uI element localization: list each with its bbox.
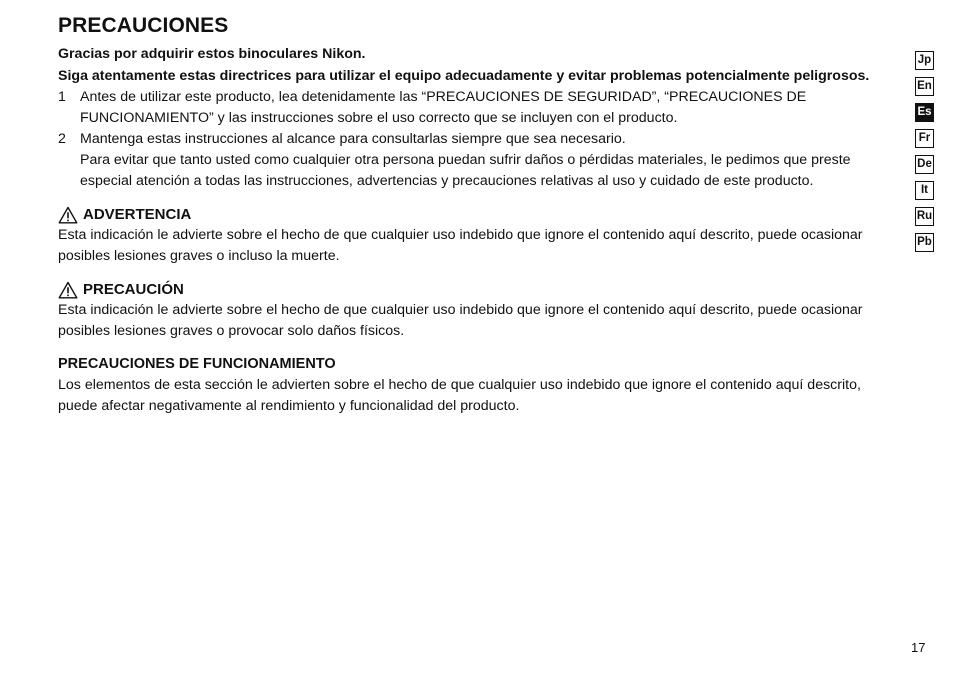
- language-tab-en[interactable]: En: [915, 77, 934, 96]
- item-text: Antes de utilizar este producto, lea detenidamente las “PRECAUCIONES DE SEGURIDAD”, “PRECAUCIONES DE FUNCIONAMIENTO” y las instrucciones sobre el uso correcto que se incluyen con el producto.: [80, 89, 807, 126]
- page-title: PRECAUCIONES: [58, 14, 229, 37]
- language-tab-jp[interactable]: Jp: [915, 51, 934, 70]
- language-tab-pb[interactable]: Pb: [915, 233, 934, 252]
- caution-heading: [58, 279, 903, 300]
- operation-body: Los elementos de esta sección le advierten sobre el hecho de que cualquier uso indebido que ignore el contenido aquí descrito, puede afectar negativamente al rendimiento y funcionalidad del producto.: [58, 377, 861, 414]
- warning-section: [58, 204, 903, 267]
- page-content: [58, 14, 903, 417]
- warning-body: Esta indicación le advierte sobre el hecho de que cualquier uso indebido que ignore el contenido aquí descrito, puede ocasionar posibles lesiones graves o incluso la muerte.: [58, 227, 863, 264]
- warning-triangle-icon: [58, 281, 78, 299]
- page-number: 17: [911, 640, 926, 655]
- instruction-list: [58, 87, 903, 192]
- language-tab-es[interactable]: Es: [915, 103, 934, 122]
- instruction-item-1: [58, 87, 903, 129]
- item-number: 1: [58, 89, 66, 105]
- item-text: Mantenga estas instrucciones al alcance para consultarlas siempre que sea necesario.: [80, 131, 626, 147]
- caution-section: [58, 279, 903, 342]
- language-tab-de[interactable]: De: [915, 155, 934, 174]
- item-number: 2: [58, 131, 66, 147]
- language-tab-fr[interactable]: Fr: [915, 129, 934, 148]
- language-tabs: [915, 51, 935, 259]
- language-tab-it[interactable]: It: [915, 181, 934, 200]
- language-tab-ru[interactable]: Ru: [915, 207, 934, 226]
- caution-body: Esta indicación le advierte sobre el hecho de que cualquier uso indebido que ignore el contenido aquí descrito, puede ocasionar posibles lesiones graves o provocar solo daños físicos.: [58, 302, 863, 339]
- operation-title: PRECAUCIONES DE FUNCIONAMIENTO: [58, 356, 336, 372]
- intro-line-1: Gracias por adquirir estos binoculares Nikon.: [58, 46, 366, 62]
- warning-title: ADVERTENCIA: [83, 206, 192, 223]
- operation-section: [58, 354, 903, 417]
- intro: [58, 44, 903, 87]
- item-extra-text: Para evitar que tanto usted como cualquier otra persona puedan sufrir daños o pérdidas materiales, le pedimos que preste especial atención a todas las instrucciones, advertencias y precauciones relativas al uso y cuidado de este producto.: [80, 152, 851, 189]
- warning-heading: [58, 204, 903, 225]
- caution-title: PRECAUCIÓN: [83, 281, 184, 298]
- instruction-item-2: [58, 129, 903, 192]
- warning-triangle-icon: [58, 206, 78, 224]
- intro-line-2: Siga atentamente estas directrices para utilizar el equipo adecuadamente y evitar problemas potencialmente peligrosos.: [58, 67, 870, 84]
